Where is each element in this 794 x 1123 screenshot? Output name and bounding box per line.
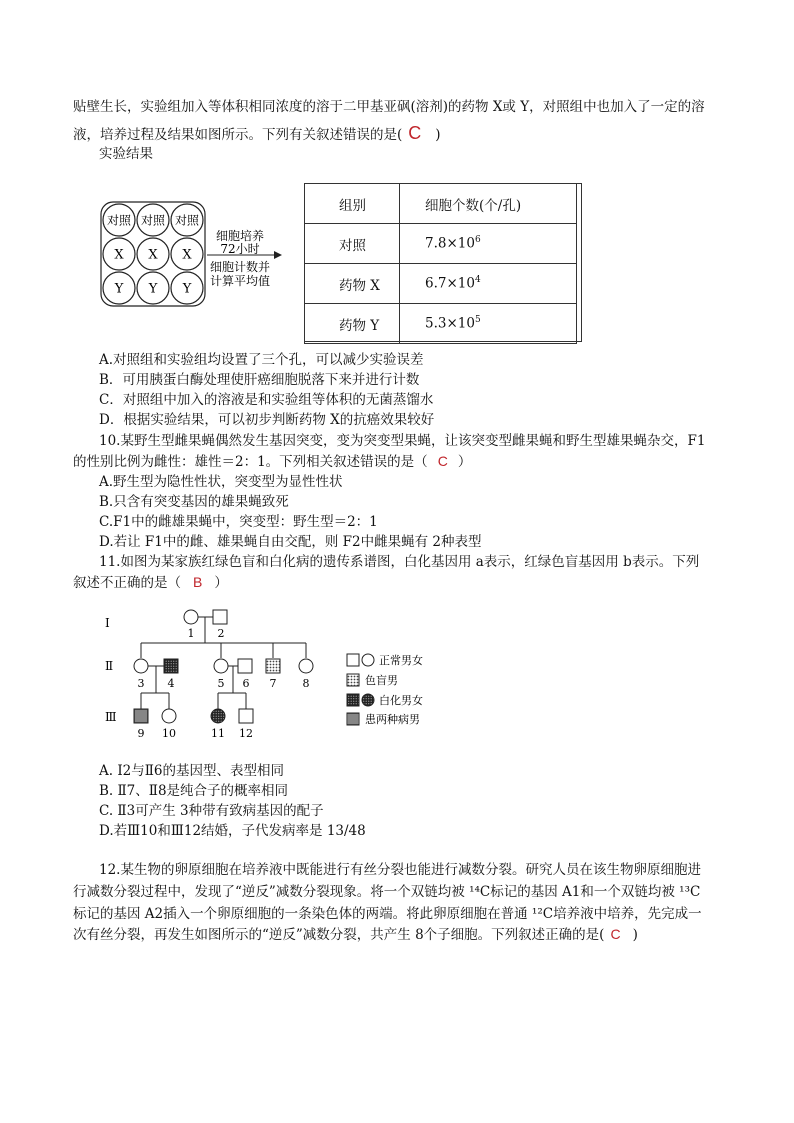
- q10-stem-line-1: 10.某野生型雌果蝇偶然发生基因突变，变为突变型果蝇，让该突变型雌果蝇和野生型雄果蝇杂交，F1: [99, 433, 706, 449]
- plate-well-label: 对照: [174, 213, 200, 228]
- plate-well-label: X: [114, 247, 124, 263]
- q11-option-d: D.若Ⅲ10和Ⅲ12结婚，子代发病率是 13/48: [99, 823, 366, 839]
- legend-label: 患两种病男: [365, 713, 420, 726]
- table-row: [305, 304, 577, 344]
- count-exponent: 6: [474, 235, 481, 246]
- q10-stem-text: 的性别比例为雌性：雄性＝2：1。下列相关叙述错误的是（: [73, 454, 428, 470]
- individual-number: 10: [162, 727, 176, 740]
- generation-label: Ⅲ: [105, 710, 117, 724]
- pedigree-female-normal: [134, 659, 148, 673]
- individual-number: 4: [167, 677, 175, 690]
- table-cell-count: [400, 304, 577, 344]
- individual-number: 7: [269, 677, 277, 690]
- q10-stem-line-2: [73, 451, 471, 472]
- count-base: 5.3×10: [425, 315, 475, 332]
- culture-plate-diagram: [100, 200, 300, 310]
- plate-well-label: Y: [148, 281, 158, 297]
- pedigree-male-albinism: [164, 659, 178, 673]
- legend-male-normal: [347, 654, 359, 666]
- q9-stem-close: ): [435, 127, 441, 143]
- legend-label: 正常男女: [379, 654, 423, 667]
- results-table-frame: [304, 183, 582, 342]
- q12-stem-text: 次有丝分裂，再发生如图所示的“逆反”减数分裂，共产生 8个子细胞。下列叙述正确的是(: [73, 927, 605, 943]
- generation-label: Ⅱ: [105, 659, 114, 673]
- pedigree-female-normal: [299, 659, 313, 673]
- plate-well-label: Y: [182, 281, 192, 297]
- arrow-label-bottom-2: 计算平均值: [209, 274, 271, 288]
- q10-option-d: D.若让 F1中的雌、雄果蝇自由交配，则 F2中雌果蝇有 2种表型: [99, 534, 482, 550]
- q10-option-b: B.只含有突变基因的雄果蝇致死: [99, 494, 289, 510]
- q11-option-b: B. Ⅱ7、Ⅱ8是纯合子的概率相同: [99, 783, 289, 799]
- plate-well-label: X: [182, 247, 192, 263]
- legend-colorblind-male: [347, 674, 359, 686]
- legend-label: 色盲男: [365, 674, 398, 687]
- table-header-row: [305, 184, 577, 224]
- table-cell-group: 对照: [305, 224, 400, 264]
- q12-line-2: 行减数分裂过程中，发现了“逆反”减数分裂现象。将一个双链均被 ¹⁴C标记的基因 A1和一个双链均被 ¹³C: [73, 884, 701, 900]
- legend-both-diseases-male: [347, 713, 359, 725]
- q11-stem-line-2: [73, 572, 228, 593]
- table-row: [305, 264, 577, 304]
- count-exponent: 4: [474, 275, 481, 286]
- individual-number: 3: [137, 677, 145, 690]
- q12-line-4: [73, 924, 638, 945]
- generation-label: Ⅰ: [105, 616, 110, 630]
- table-cell-count: [400, 224, 577, 264]
- table-cell-count: [400, 264, 577, 304]
- legend-female-normal: [362, 654, 374, 666]
- count-base: 7.8×10: [425, 235, 475, 252]
- table-cell-group: 药物 X: [305, 264, 400, 304]
- pedigree-female-albinism: [211, 709, 225, 723]
- q11-option-c: C. Ⅱ3可产生 3种带有致病基因的配子: [99, 803, 324, 819]
- q9-stem-line-1: 贴壁生长，实验组加入等体积相同浓度的溶于二甲基亚砜(溶剂)的药物 X或 Y，对照组中也加入了一定的溶: [73, 99, 705, 115]
- pedigree-chart: [95, 600, 445, 745]
- individual-number: 2: [217, 627, 225, 640]
- q12-line-1: 12.某生物的卵原细胞在培养液中既能进行有丝分裂也能进行减数分裂。研究人员在该生物卵原细胞进: [99, 862, 701, 878]
- count-exponent: 5: [474, 315, 481, 326]
- results-table: [304, 183, 577, 344]
- q10-answer: C: [437, 453, 448, 469]
- q9-option-a: A.对照组和实验组均设置了三个孔，可以减少实验误差: [99, 352, 424, 368]
- q12-line-3: 标记的基因 A2插入一个卵原细胞的一条染色体的两端。将此卵原细胞在普通 ¹²C培养液中培养，先完成一: [73, 906, 702, 922]
- table-header-count: 细胞个数(个/孔): [400, 184, 577, 224]
- q9-stem-line-2: [73, 123, 441, 145]
- legend-albinism-male: [347, 694, 359, 706]
- arrow-label-bottom-1: 细胞计数并: [209, 260, 271, 274]
- pedigree-male-normal: [213, 610, 227, 624]
- individual-number: 5: [217, 677, 225, 690]
- q11-option-a: A. Ⅰ2与Ⅱ6的基因型、表型相同: [99, 763, 285, 779]
- individual-number: 11: [211, 727, 225, 740]
- arrow-label-top-1: 细胞培养: [215, 229, 265, 243]
- individual-number: 9: [137, 727, 145, 740]
- table-cell-group: 药物 Y: [305, 304, 400, 344]
- q9-answer: C: [408, 123, 422, 143]
- q9-option-c: C．对照组中加入的溶液是和实验组等体积的无菌蒸馏水: [99, 392, 434, 408]
- q11-answer: B: [193, 574, 203, 590]
- count-base: 6.7×10: [425, 275, 475, 292]
- plate-well-label: X: [148, 247, 158, 263]
- q10-stem-close: ）: [457, 454, 472, 470]
- pedigree-female-normal: [214, 659, 228, 673]
- plate-well-label: Y: [114, 281, 124, 297]
- pedigree-female-normal: [184, 610, 198, 624]
- individual-number: 6: [242, 677, 250, 690]
- q10-option-a: A.野生型为隐性性状，突变型为显性性状: [99, 474, 343, 490]
- q9-results-title: 实验结果: [99, 146, 153, 162]
- pedigree-male-colorblind: [266, 659, 280, 673]
- table-header-group: 组别: [305, 184, 400, 224]
- q10-option-c: C.F1中的雌雄果蝇中，突变型：野生型＝2：1: [99, 514, 378, 530]
- q12-stem-close: ): [632, 927, 638, 943]
- q9-option-d: D．根据实验结果，可以初步判断药物 X的抗癌效果较好: [99, 412, 435, 428]
- individual-number: 12: [239, 727, 253, 740]
- plate-well-label: 对照: [140, 213, 166, 228]
- pedigree-female-normal: [162, 709, 176, 723]
- legend-albinism-female: [362, 694, 374, 706]
- q11-stem-close: ）: [214, 575, 228, 591]
- pedigree-male-normal: [239, 709, 253, 723]
- pedigree-male-both-diseases: [134, 709, 148, 723]
- arrow-label-top-2: 72小时: [220, 242, 260, 256]
- table-row: [305, 224, 577, 264]
- q9-option-b: B．可用胰蛋白酶处理使肝癌细胞脱落下来并进行计数: [99, 372, 420, 388]
- q9-stem-text: 液，培养过程及结果如图所示。下列有关叙述错误的是(: [73, 127, 403, 143]
- individual-number: 8: [302, 677, 310, 690]
- legend-label: 白化男女: [379, 694, 423, 707]
- individual-number: 1: [187, 627, 195, 640]
- q11-stem-text: 叙述不正确的是（: [73, 575, 181, 591]
- arrow-head: [274, 251, 282, 259]
- pedigree-male-normal: [238, 659, 252, 673]
- q12-answer: C: [610, 926, 621, 942]
- q11-stem-line-1: 11.如图为某家族红绿色盲和白化病的遗传系谱图，白化基因用 a表示，红绿色盲基因用 b表示。下列: [99, 554, 700, 570]
- plate-well-label: 对照: [106, 213, 132, 228]
